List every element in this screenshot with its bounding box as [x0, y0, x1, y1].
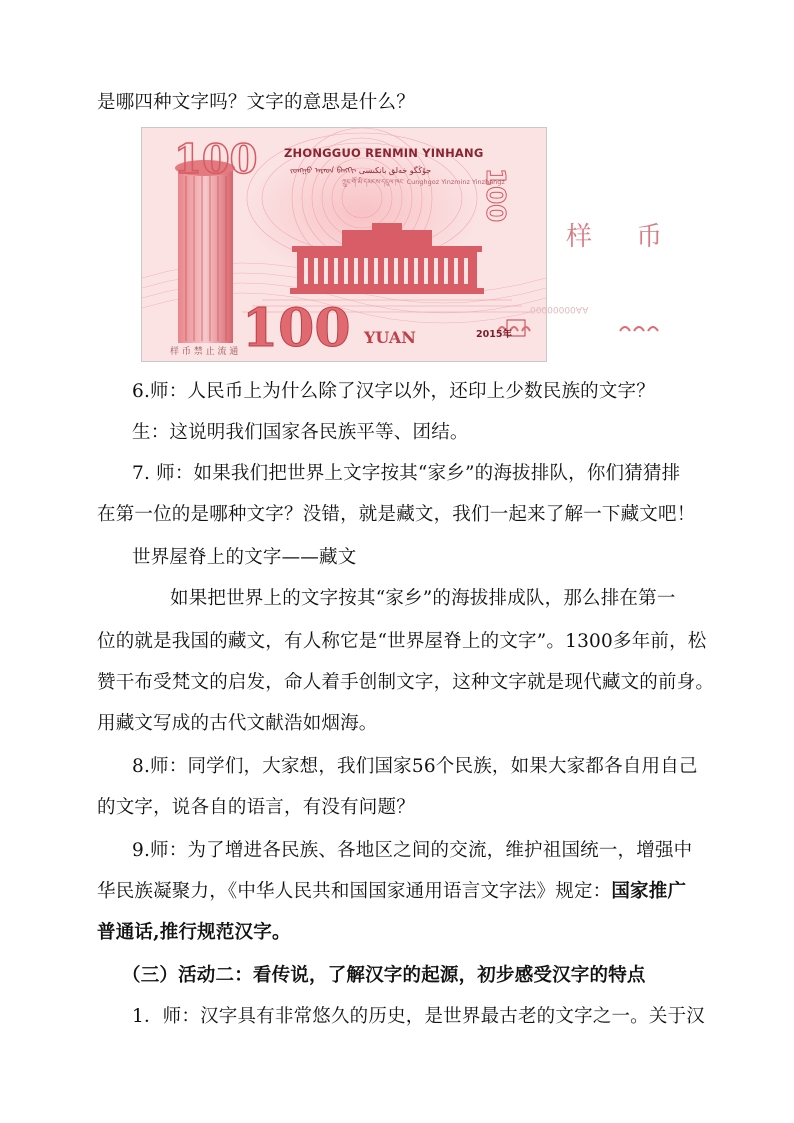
text-line-1: 是哪四种文字吗？文字的意思是什么？: [97, 92, 415, 113]
sample-mark: 样 币: [566, 222, 681, 252]
section-subheading: 世界屋脊上的文字——藏文: [132, 547, 357, 568]
text-line-10: 用藏文写成的古代文献浩如烟海。: [97, 713, 378, 734]
minority-script-line-1: ᠵᠣᠩᠭᠣ ᠠᠷᠠᠳ ᠪᠠᠩᠬᠢ جۇڭگو خەلق بانكىسى: [290, 166, 432, 175]
text-line-8: 位的就是我国的藏文，有人称它是“世界屋脊上的文字”。1300多年前，松: [97, 631, 707, 652]
denomination-bottom: 100: [242, 298, 351, 359]
text-line-5: 在第一位的是哪种文字？没错，就是藏文，我们一起来了解一下藏文吧！: [97, 504, 696, 525]
serial-number-faded: AA00000000: [530, 304, 589, 314]
denomination-side-label: 100: [480, 168, 510, 223]
activity-heading: （三）活动二：看传说，了解汉字的起源，初步感受汉字的特点: [122, 965, 646, 986]
text-line-15-bold: 普通话,推行规范汉字。: [97, 922, 291, 943]
circulation-notice: 样 币 禁 止 流 通: [170, 347, 239, 357]
currency-label: YUAN: [364, 328, 416, 347]
denomination-top: 100: [174, 136, 258, 183]
issue-year: 2015年: [476, 329, 512, 340]
text-line-11: 8.师：同学们，大家想，我们国家56个民族，如果大家都各自用自己: [132, 756, 698, 777]
text-line-17: 1．师：汉字具有非常悠久的历史，是世界最古老的文字之一。关于汉: [132, 1006, 705, 1027]
text-line-14: [97, 877, 686, 903]
text-line-14-regular: 华民族凝聚力，《中华人民共和国国家通用语言文字法》规定：: [97, 881, 612, 902]
text-line-9: 赞干布受梵文的启发，命人着手创制文字，这种文字就是现代藏文的前身。: [97, 672, 715, 693]
text-line-2: 6.师：人民币上为什么除了汉字以外，还印上少数民族的文字？: [132, 381, 655, 402]
text-line-7: 如果把世界上的文字按其“家乡”的海拔排成队，那么排在第一: [170, 588, 676, 609]
text-line-13: 9.师：为了增进各民族、各地区之间的交流，维护祖国统一，增强中: [132, 840, 693, 861]
banknote-image: [141, 127, 681, 362]
minority-script-line-2: ཀྲུང་གོ་མི་དམངས་དངུལ་ཁང་ Cunghgoz Yinzminz Yinzhangz: [342, 178, 505, 186]
text-line-12: 的文字，说各自的语言，有没有问题？: [97, 797, 415, 818]
bank-name: ZHONGGUO RENMIN YINHANG: [284, 146, 484, 160]
text-line-3: 生：这说明我们国家各民族平等、团结。: [132, 422, 469, 443]
text-line-14-bold: 国家推广: [611, 881, 687, 902]
text-line-4: 7. 师：如果我们把世界上文字按其“家乡”的海拔排队，你们猜猜排: [132, 463, 681, 484]
